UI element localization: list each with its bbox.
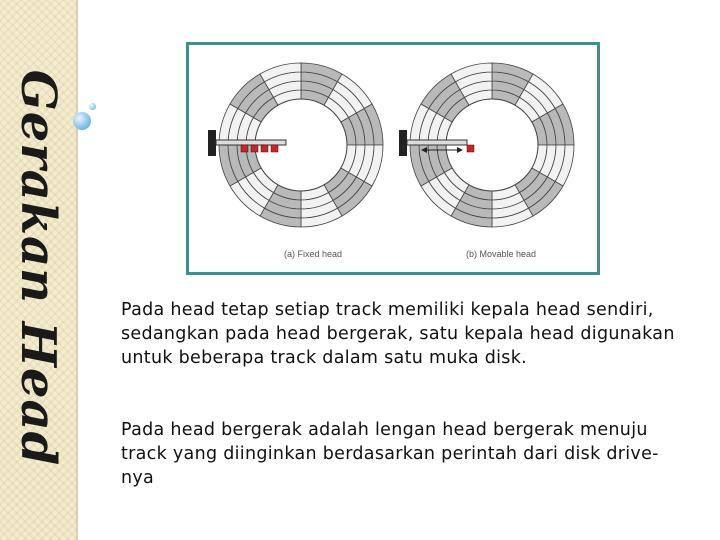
slide-title: Gerakan Head (10, 69, 66, 467)
fixed-head-marker (251, 145, 258, 152)
paragraph-fixed-vs-movable: Pada head tetap setiap track memiliki kepala head sendiri, sedangkan pada head bergerak, satu kepala head digunakan untuk beberapa track dalam satu muka disk. (121, 300, 675, 368)
fixed-head-arm (216, 140, 286, 145)
caption-movable-head: (b) Movable head (466, 249, 537, 259)
movable-head-arm (407, 140, 467, 145)
bubble-decoration-small (89, 103, 96, 110)
side-panel (0, 0, 78, 540)
bubble-decoration (73, 112, 91, 130)
fixed-head-marker (271, 145, 278, 152)
movable-head-marker (467, 145, 474, 152)
movable-head-mount (399, 130, 407, 156)
fixed-head-marker (261, 145, 268, 152)
paragraph-movable-arm: Pada head bergerak adalah lengan head bergerak menuju track yang diinginkan berdasarkan perintah dari disk drive-nya (121, 420, 659, 488)
disk-head-figure (186, 42, 600, 275)
fixed-head-mount (208, 130, 216, 156)
fixed-head-marker (241, 145, 248, 152)
disk-diagram (189, 45, 597, 272)
caption-fixed-head: (a) Fixed head (284, 249, 343, 259)
